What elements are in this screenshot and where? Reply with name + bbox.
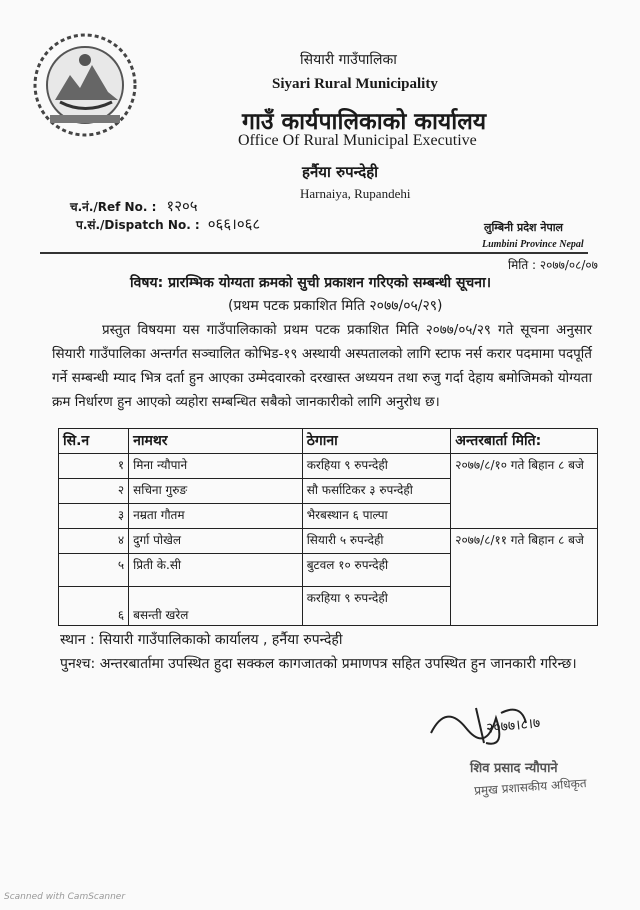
row-name: प्रिती के.सी <box>129 554 303 587</box>
row-name: मिना न्यौपाने <box>129 454 303 479</box>
interview-date-2: २०७७/८/११ गते बिहान ८ बजे <box>451 529 598 626</box>
table-row <box>59 454 598 479</box>
scanner-watermark: Scanned with CamScanner <box>4 892 126 902</box>
dispatch-number <box>76 214 260 234</box>
first-published-date: (प्रथम पटक प्रकाशित मिति २०७७/०५/२९) <box>228 298 443 314</box>
interview-date-1: २०७७/८/१० गते बिहान ८ बजे <box>451 454 598 529</box>
merit-list-table <box>58 428 598 626</box>
province-np: लुम्बिनी प्रदेश नेपाल <box>484 221 564 234</box>
office-name-en: Office Of Rural Municipal Executive <box>238 132 477 149</box>
ref-label: च.नं./Ref No. : <box>70 200 157 214</box>
row-sn: ४ <box>59 529 129 554</box>
table-header-row <box>59 429 598 454</box>
row-address: सौ फर्साटिकर ३ रुपन्देही <box>302 479 451 504</box>
subject-line: विषय: प्रारम्भिक योग्यता क्रमको सुची प्रकाशन गरिएको सम्बन्धी सूचना। <box>130 275 492 291</box>
place-name-en: Harnaiya, Rupandehi <box>300 186 411 201</box>
row-sn: ३ <box>59 504 129 529</box>
header-divider <box>40 252 588 254</box>
row-address: करहिया ९ रुपन्देही <box>302 587 451 626</box>
municipality-name-np: सियारी गाउँपालिका <box>300 52 397 68</box>
dispatch-value: ०६६।०६८ <box>207 215 261 233</box>
header-name: नामथर <box>129 429 303 454</box>
header-sn: सि.न <box>59 429 129 454</box>
ref-value: १२०५ <box>166 197 198 215</box>
officer-stamp-title: प्रमुख प्रशासकीय अधिकृत <box>473 776 588 798</box>
row-address: सियारी ५ रुपन्देही <box>302 529 451 554</box>
row-address: करहिया ९ रुपन्देही <box>302 454 451 479</box>
signature-date: २०७७।८।७ <box>485 715 542 737</box>
row-address: बुटवल १० रुपन्देही <box>302 554 451 587</box>
table-row <box>59 529 598 554</box>
row-sn: १ <box>59 454 129 479</box>
place-line: स्थान : सियारी गाउँपालिकाको कार्यालय , हर्नैया रुपन्देही <box>60 632 343 648</box>
ref-number <box>70 196 198 216</box>
header-address: ठेगाना <box>302 429 451 454</box>
row-sn: ५ <box>59 554 129 587</box>
row-name: दुर्गा पोखेल <box>129 529 303 554</box>
place-name-np: हर्नैया रुपन्देही <box>302 163 379 181</box>
nepal-emblem-icon <box>30 30 140 140</box>
postscript: पुनश्च: अन्तरबार्तामा उपस्थित हुदा सक्कल कागजातको प्रमाणपत्र सहित उपस्थित हुन जानकारी गरिन्छ। <box>60 656 577 672</box>
row-name: नम्रता गौतम <box>129 504 303 529</box>
municipality-name-en: Siyari Rural Municipality <box>272 76 438 92</box>
header-interview-date: अन्तरबार्ता मिति: <box>451 429 598 454</box>
row-sn: ६ <box>59 587 129 626</box>
province-en: Lumbini Province Nepal <box>482 239 584 250</box>
dispatch-label: प.सं./Dispatch No. : <box>76 218 200 232</box>
officer-stamp-name: शिव प्रसाद न्यौपाने <box>470 761 558 776</box>
row-sn: २ <box>59 479 129 504</box>
row-name: सचिना गुरुङ <box>129 479 303 504</box>
body-paragraph: प्रस्तुत विषयमा यस गाउँपालिकाको प्रथम पटक प्रकाशित मिति २०७७/०५/२९ गते सूचना अनुसार सियारी गाउँपालिका अन्तर्गत सञ्चालित कोभिड-१९ अस्थायी अस्पतालको लागि स्टाफ नर्स करार पदमामा पदपूर्ति गर्ने सम्बन्धी म्याद भित्र दर्ता हुन आएका उम्मेदवारको दरखास्त अध्ययन तथा रुजु गर्दा देहाय बमोजिमको योग्यता क्रम निर्धारण हुन आएको व्यहोरा सम्बन्धित सबैको जानकारीको लागि अनुरोध छ। <box>52 322 592 410</box>
row-address: भैरबस्थान ६ पाल्पा <box>302 504 451 529</box>
row-name: बसन्ती खरेल <box>129 587 303 626</box>
office-name-np: गाउँ कार्यपालिकाको कार्यालय <box>242 109 487 135</box>
document-date: मिति : २०७७/०८/०७ <box>508 258 598 272</box>
